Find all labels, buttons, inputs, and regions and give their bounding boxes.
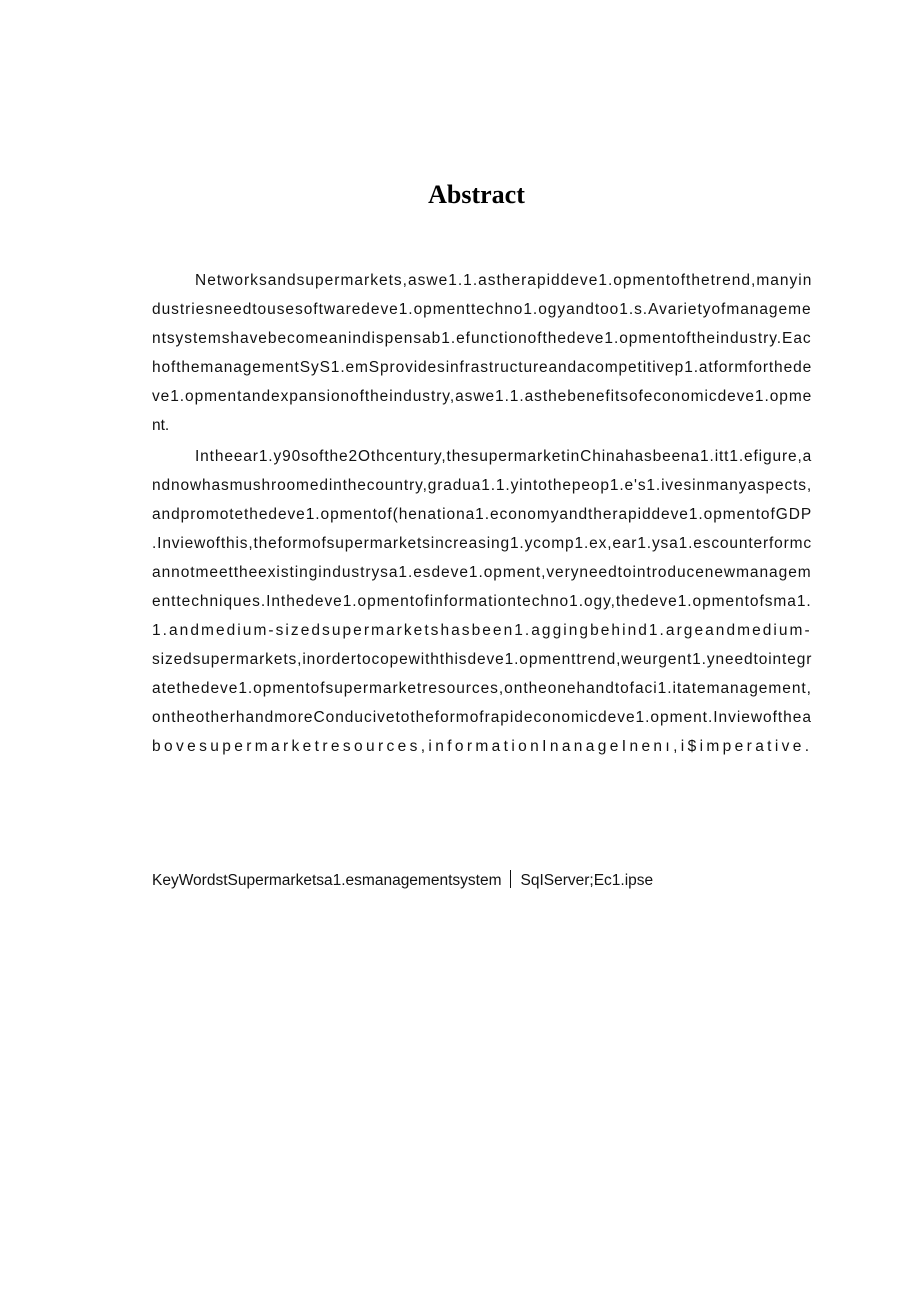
text-line: sizedsupermarkets,inordertocopewiththisdeve1.opmenttrend,weurgent1.yneedtointegr: [152, 651, 813, 668]
text-line: atethedeve1.opmentofsupermarketresources,ontheonehandtofaci1.itatemanagement,: [152, 680, 812, 697]
text-line: 1.andmedium-sizedsupermarketshasbeen1.aggingbehind1.argeandmedium-: [152, 622, 812, 639]
text-line: ntsystemshavebecomeanindispensab1.efunctionofthedeve1.opmentoftheindustry.Eac: [152, 330, 812, 347]
page-title: Abstract: [428, 180, 525, 209]
text-line: dustriesneedtousesoftwaredeve1.opmenttechno1.ogyandtoo1.s.Avarietyofmanageme: [152, 301, 812, 318]
text-line: enttechniques.Inthedeve1.opmentofinformationtechno1.ogy,thedeve1.opmentofsma1.: [152, 593, 812, 610]
text-line: ve1.opmentandexpansionoftheindustry,aswe1.1.asthebenefitsofeconomicdeve1.opme: [152, 388, 813, 405]
keywords-line: [152, 870, 653, 891]
text-line: ndnowhasmushroomedinthecountry,gradua1.1.yintothepeop1.e's1.ivesinmanyaspects,: [152, 477, 813, 494]
text-line: .Inviewofthis,theformofsupermarketsincreasing1.ycomp1.ex,ear1.ysa1.escounterformc: [152, 535, 813, 552]
text-line: bovesupermarketresources,informationInanageInenı,i$imperative.: [152, 738, 813, 755]
keywords-separator: [510, 870, 511, 888]
text-line: hofthemanagementSyS1.emSprovidesinfrastructureandacompetitivep1.atformforthede: [152, 359, 813, 376]
keywords-values: SqIServer;Ec1.ipse: [520, 872, 654, 889]
text-line: andpromotethedeve1.opmentof(henationa1.economyandtherapiddeve1.opmentofGDP: [152, 506, 813, 523]
keywords-label: KeyWordstSupermarketsa1.esmanagementsystem: [152, 872, 502, 889]
text-line: nt.: [152, 417, 170, 434]
text-line: Networksandsupermarkets,aswe1.1.astherapiddeve1.opmentofthetrend,manyin: [195, 272, 813, 289]
text-line: ontheotherhandmoreConducivetotheformofrapideconomicdeve1.opment.Inviewofthea: [152, 709, 812, 726]
text-line: Intheear1.y90softhe2Othcentury,thesupermarketinChinahasbeena1.itt1.efigure,a: [195, 448, 813, 465]
text-line: annotmeettheexistingindustrysa1.esdeve1.opment,veryneedtointroducenewmanagem: [152, 564, 812, 581]
